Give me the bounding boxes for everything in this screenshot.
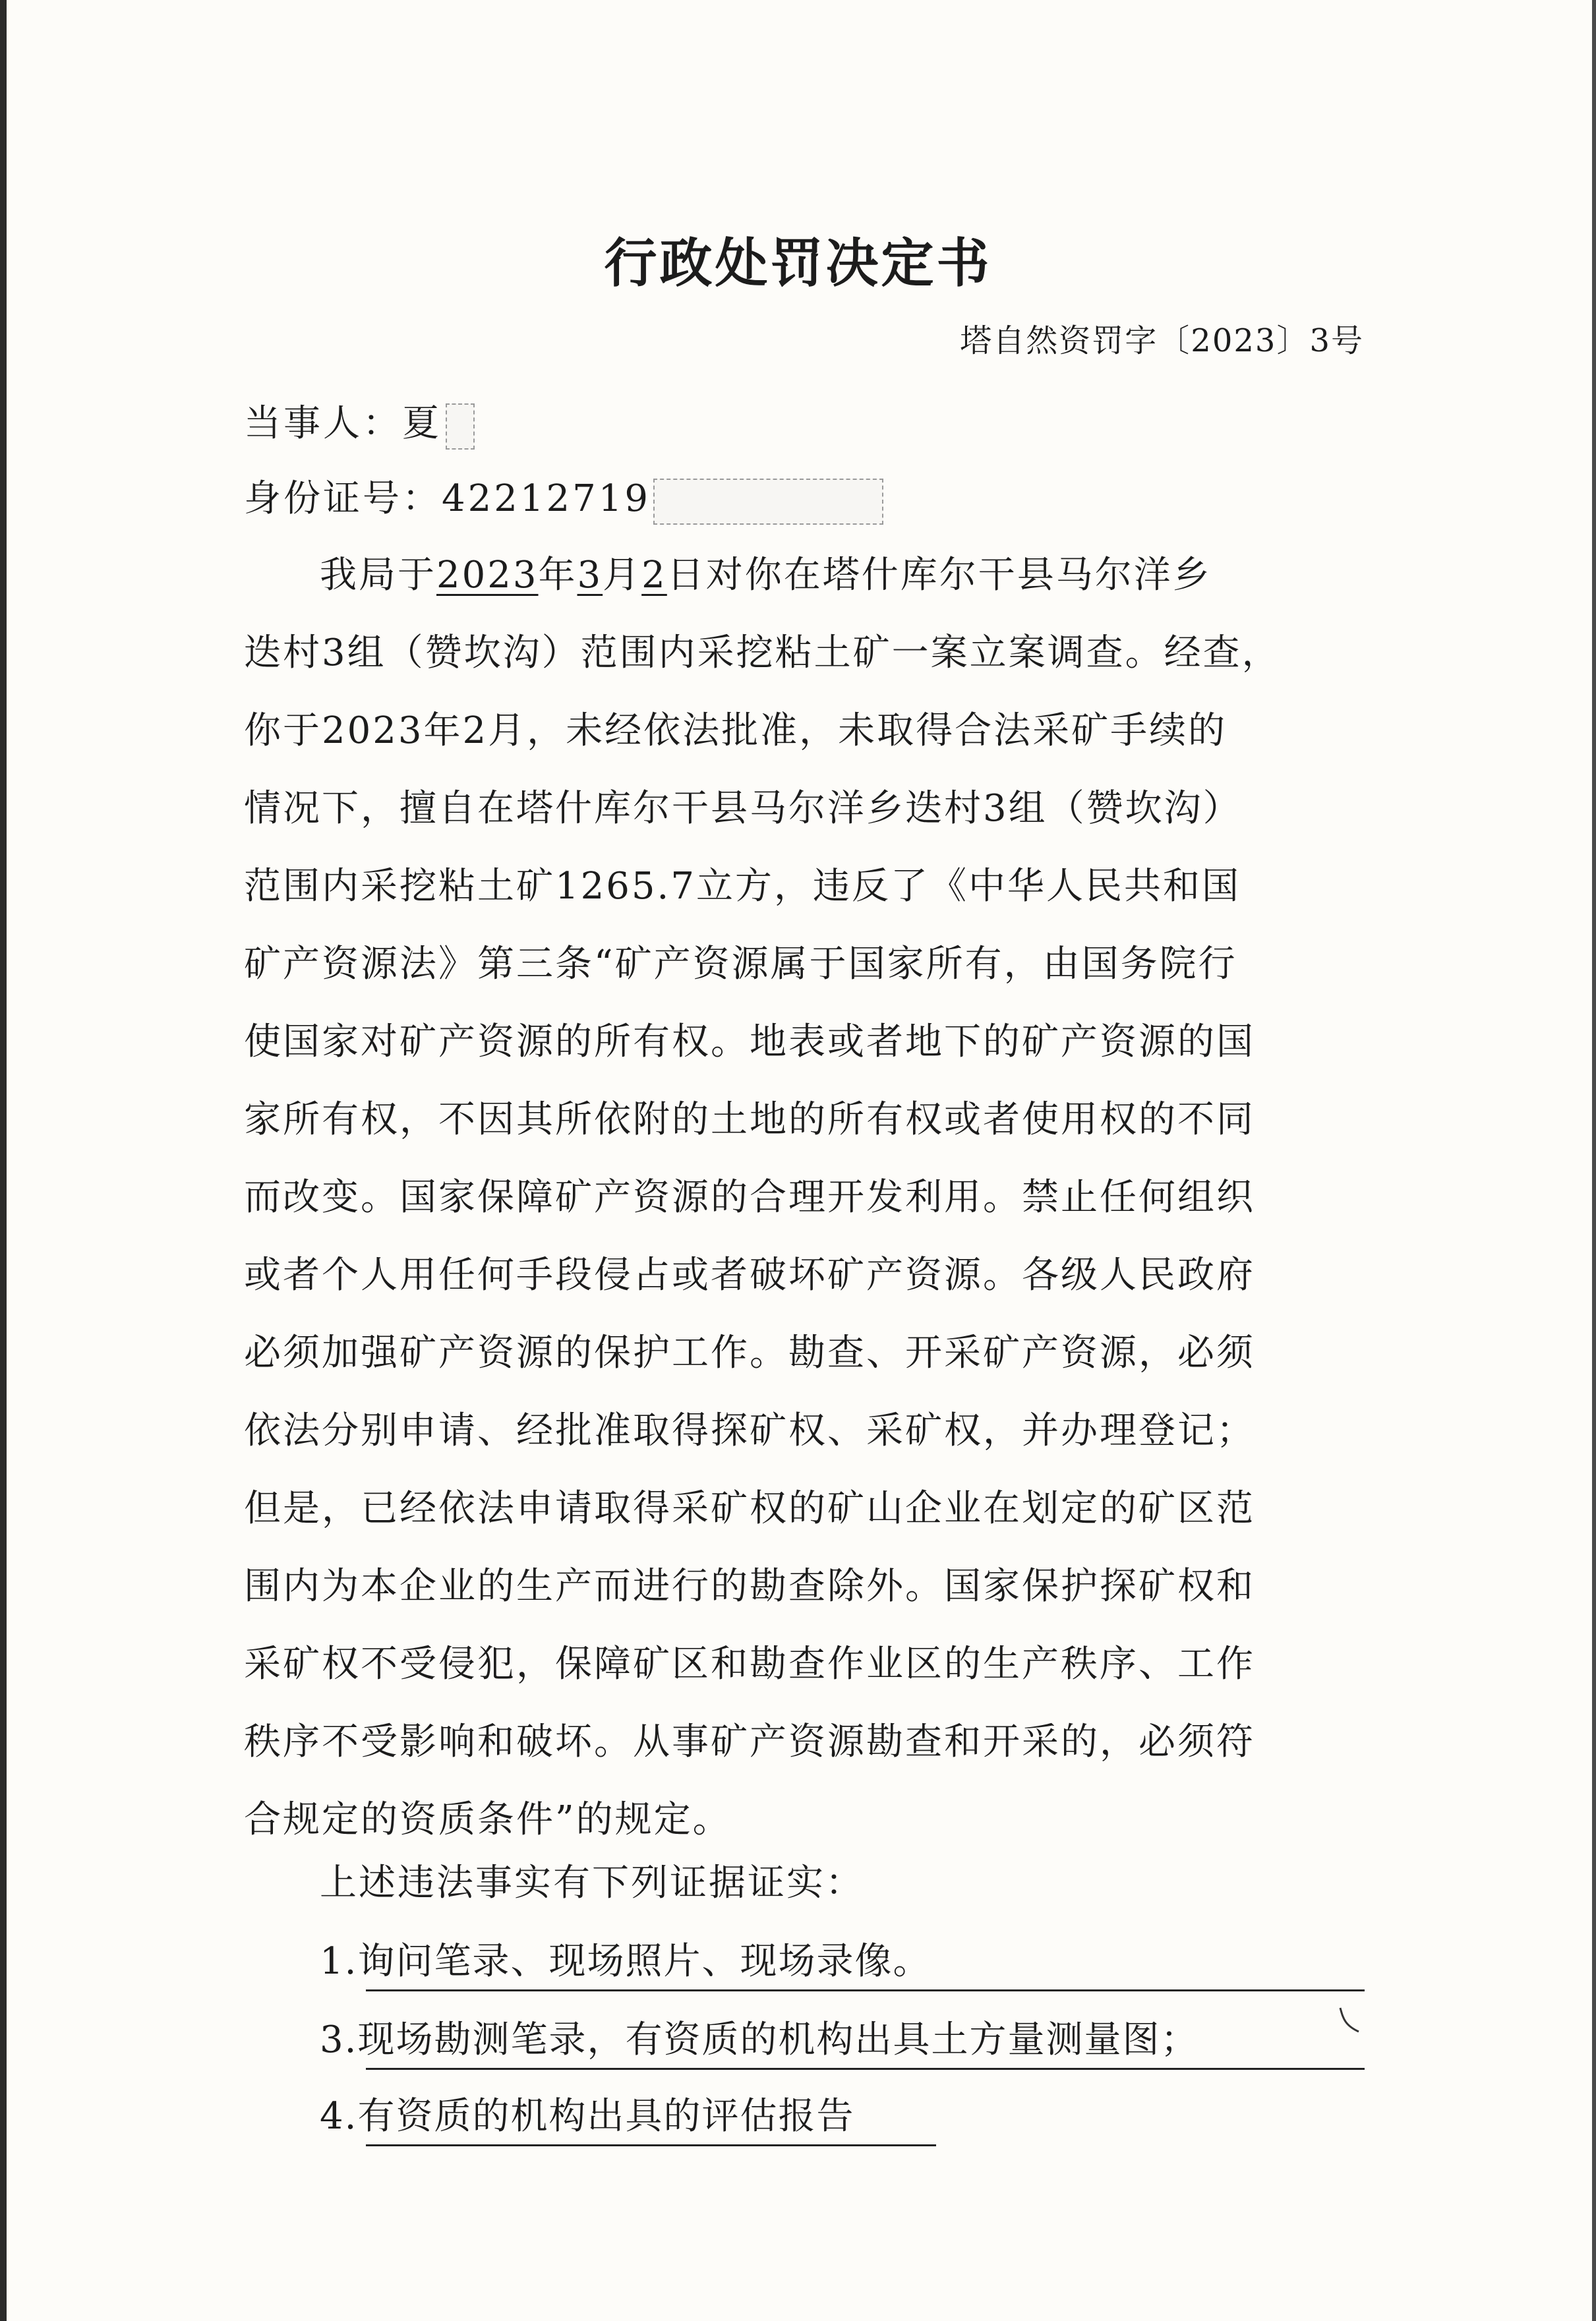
evidence-text: 现场勘测笔录，有资质的机构出具土方量测量图； [357, 2018, 1199, 2061]
evidence-intro: 上述违法事实有下列证据证实： [320, 1862, 864, 1904]
paragraph-segment: 使国家对矿产资源的所有权。地表或者地下的矿产资源的国 [244, 1020, 1255, 1063]
paragraph-segment: 日对你在塔什库尔干县马尔洋乡 [666, 554, 1212, 597]
paragraph-line [244, 770, 1365, 848]
paragraph-segment: 围内为本企业的生产而进行的勘查除外。国家保护探矿权和 [244, 1565, 1255, 1608]
paragraph-segment: 3 [577, 554, 603, 597]
paragraph-line [244, 1003, 1365, 1081]
evidence-item [320, 2011, 1365, 2063]
evidence-number: 4. [320, 2095, 358, 2138]
document-number: 塔自然资罚字〔2023〕3号 [960, 322, 1364, 359]
paragraph-line [244, 537, 1365, 614]
paragraph-line [244, 1703, 1365, 1781]
paragraph-segment: 采矿权不受侵犯，保障矿区和勘查作业区的生产秩序、工作 [244, 1643, 1255, 1686]
id-number: 42212719 [442, 477, 651, 520]
paragraph-segment: 秩序不受影响和破坏。从事矿产资源勘查和开采的，必须符 [244, 1720, 1255, 1763]
paragraph-segment: 情况下，擅自在塔什库尔干县马尔洋乡迭村3组（赞坎沟） [244, 787, 1242, 830]
paragraph-line [244, 1470, 1365, 1548]
evidence-text: 有资质的机构出具的评估报告 [357, 2095, 855, 2138]
party-label: 当事人： [244, 402, 402, 445]
paragraph-line [244, 1781, 1365, 1859]
paragraph-segment: 依法分别申请、经批准取得探矿权、采矿权，并办理登记； [244, 1409, 1255, 1452]
underline-rule [366, 2068, 1365, 2070]
paragraph-line [244, 614, 1365, 692]
paragraph-line [244, 692, 1365, 770]
paragraph-line [244, 1548, 1365, 1626]
paragraph-segment: 迭村3组（赞坎沟）范围内采挖粘土矿一案立案调查。经查， [244, 632, 1281, 674]
scan-edge-right [1592, 0, 1596, 2321]
paragraph-line [244, 1159, 1365, 1237]
redaction-box-id [653, 479, 883, 525]
paragraph-segment: 2023 [436, 554, 539, 597]
paragraph-segment: 但是，已经依法申请取得采矿权的矿山企业在划定的矿区范 [244, 1487, 1255, 1530]
underline-rule [366, 1989, 1365, 1991]
party-field [244, 394, 475, 450]
paragraph-segment: 矿产资源法》第三条“矿产资源属于国家所有，由国务院行 [244, 943, 1237, 985]
paragraph-segment: 或者个人用任何手段侵占或者破坏矿产资源。各级人民政府 [244, 1254, 1255, 1297]
body-paragraph [244, 537, 1365, 1859]
scan-edge-left [0, 0, 7, 2321]
evidence-number: 3. [320, 2018, 358, 2061]
paragraph-line [244, 848, 1365, 925]
paragraph-segment: 你于2023年2月，未经依法批准，未取得合法采矿手续的 [244, 709, 1227, 752]
paragraph-line [244, 1626, 1365, 1703]
underline-rule [366, 2144, 936, 2146]
paragraph-segment: 而改变。国家保障矿产资源的合理开发利用。禁止任何组织 [244, 1176, 1255, 1219]
paragraph-line [244, 925, 1365, 1003]
paragraph-line [244, 1314, 1365, 1392]
paragraph-line [244, 1081, 1365, 1159]
id-label: 身份证号： [244, 477, 442, 520]
paragraph-segment: 范围内采挖粘土矿1265.7立方，违反了《中华人民共和国 [244, 865, 1241, 908]
id-field [244, 469, 883, 525]
document-title: 行政处罚决定书 [604, 233, 992, 294]
paragraph-segment: 年 [538, 554, 577, 597]
evidence-item [320, 2087, 936, 2140]
paragraph-segment: 我局于 [320, 554, 436, 597]
paragraph-line [244, 1392, 1365, 1470]
evidence-number: 1. [320, 1940, 358, 1983]
evidence-text: 询问笔录、现场照片、现场录像。 [357, 1940, 931, 1983]
paragraph-segment: 必须加强矿产资源的保护工作。勘查、开采矿产资源，必须 [244, 1332, 1255, 1374]
party-name: 夏 [402, 402, 442, 445]
paragraph-segment: 月 [603, 554, 642, 597]
evidence-item [320, 1932, 1365, 1985]
paragraph-line [244, 1237, 1365, 1314]
paragraph-segment: 家所有权，不因其所依附的土地的所有权或者使用权的不同 [244, 1098, 1255, 1141]
paragraph-segment: 合规定的资质条件”的规定。 [244, 1798, 732, 1841]
redaction-box-name [446, 403, 475, 450]
pen-mark [1336, 2005, 1363, 2038]
paragraph-segment: 2 [641, 554, 667, 597]
